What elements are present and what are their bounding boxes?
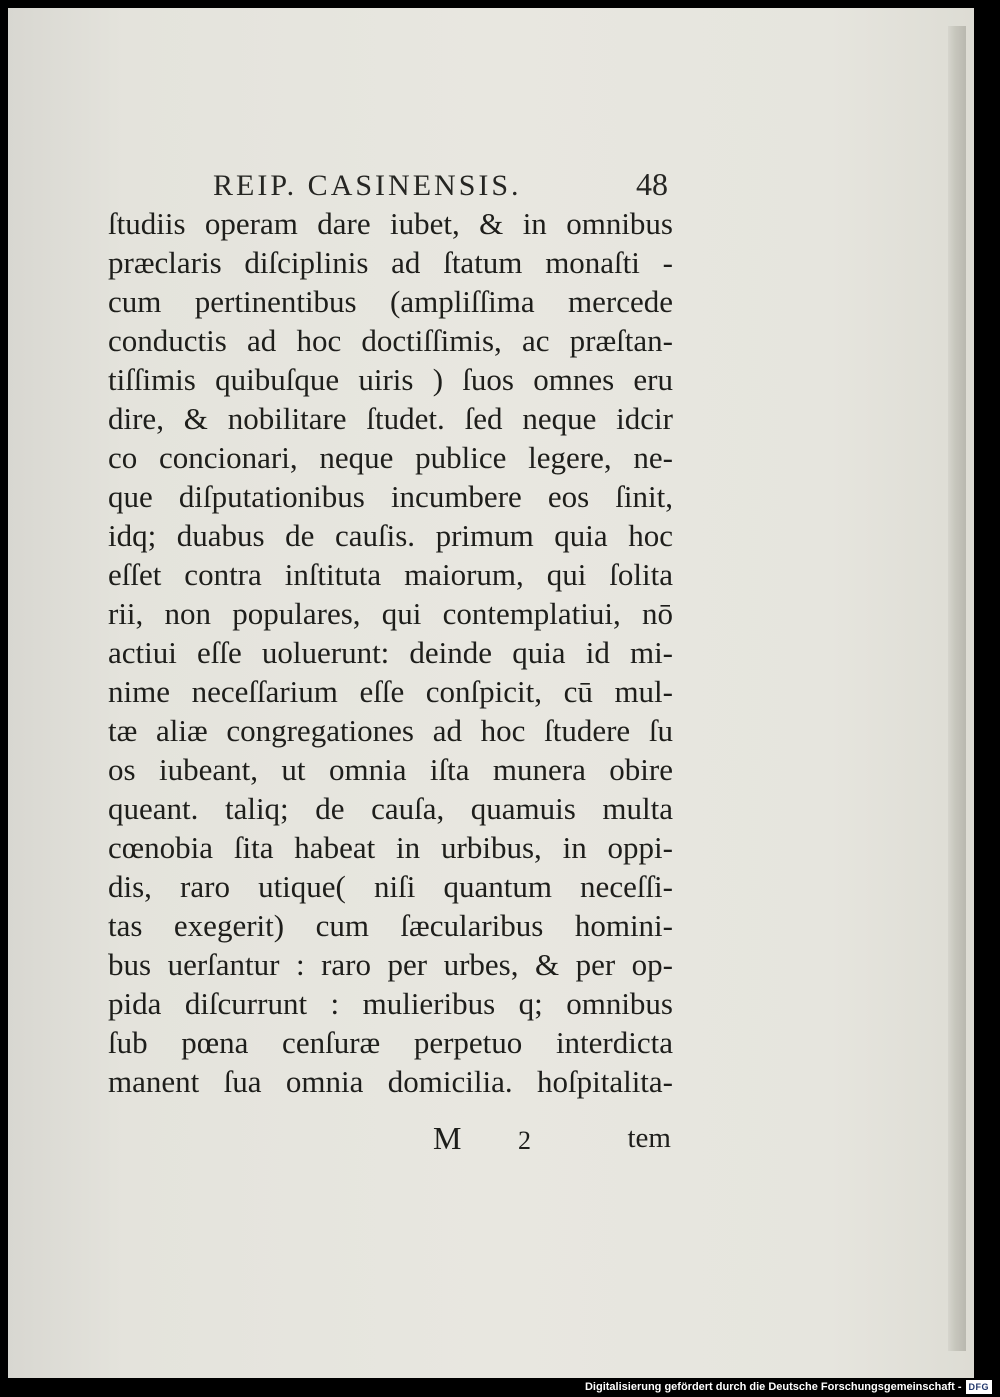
text-line: co concionari, neque publice legere, ne- [108,440,673,475]
text-line: pida diſcurrunt : mulieribus q; omnibus [108,986,673,1021]
text-line: cœnobia ſita habeat in urbibus, in oppi- [108,830,673,865]
text-line: ſub pœna cenſuræ perpetuo interdicta [108,1025,673,1060]
text-line: que diſputationibus incumbere eos ſinit, [108,479,673,514]
text-line: tæ aliæ congregationes ad hoc ſtudere ſu [108,713,673,748]
digitization-text: Digitalisierung gefördert durch die Deutsche Forschungsgemeinschaft - [584,1380,962,1393]
running-head: REIP. CASINENSIS. [213,169,522,202]
text-line: præclaris diſciplinis ad ſtatum monaſti - [108,245,673,280]
signature-number: 2 [518,1126,531,1155]
dfg-logo: DFG [966,1380,993,1394]
text-line: manent ſua omnia domicilia. hoſpitalita- [108,1064,673,1099]
text-line: actiui eſſe uoluerunt: deinde quia id mi- [108,635,673,670]
text-line: cum pertinentibus (ampliſſima mercede [108,284,673,319]
text-line: eſſet contra inſtituta maiorum, qui ſolita [108,557,673,592]
text-line: dire, & nobilitare ſtudet. ſed neque idcir [108,401,673,436]
signature-mark: M [433,1120,462,1156]
text-line: nime neceſſarium eſſe conſpicit, cū mul- [108,674,673,709]
page-fore-edge [948,26,966,1351]
book-page [8,8,974,1378]
catchword: tem [627,1122,671,1154]
text-line: idq; duabus de cauſis. primum quia hoc [108,518,673,553]
body-text [108,204,673,1101]
text-line: queant. taliq; de cauſa, quamuis multa [108,791,673,826]
text-line: tas exegerit) cum ſæcularibus homini- [108,908,673,943]
text-line: conductis ad hoc doctiſſimis, ac præſtan- [108,323,673,358]
page-number: 48 [636,166,668,202]
text-line: ſtudiis operam dare iubet, & in omnibus [108,206,673,241]
text-line: dis, raro utique( niſi quantum neceſſi- [108,869,673,904]
text-line: tiſſimis quibuſque uiris ) ſuos omnes eru [108,362,673,397]
text-line: rii, non populares, qui contemplatiui, nō [108,596,673,631]
digitization-note [585,1378,992,1395]
text-line: bus uerſantur : raro per urbes, & per op- [108,947,673,982]
page-header [213,166,668,203]
signature-line [108,1116,673,1160]
text-line: os iubeant, ut omnia iſta munera obire [108,752,673,787]
